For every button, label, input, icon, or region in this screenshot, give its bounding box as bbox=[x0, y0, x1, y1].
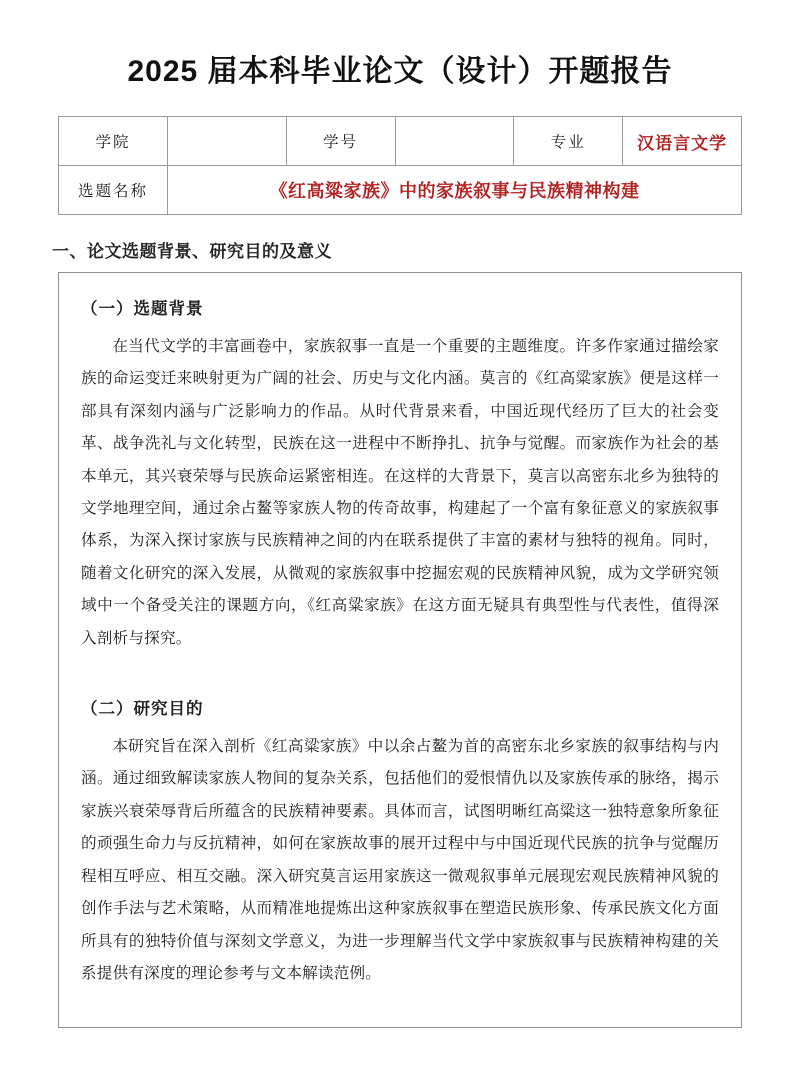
student-id-value[interactable] bbox=[395, 117, 514, 166]
subsection-text-purpose: 本研究旨在深入剖析《红高粱家族》中以余占鳌为首的高密东北乡家族的叙事结构与内涵。通过细致解读家族人物间的复杂关系，包括他们的爱恨情仇以及家族传承的脉络，揭示家族兴衰荣辱背后所蕴含的民族精神要素。具体而言，试图明晰红高粱这一独特意象所象征的顽强生命力与反抗精神，如何在家族故事的展开过程中与中国近现代民族的抗争与觉醒历程相互呼应、相互交融。深入研究莫言运用家族这一微观叙事单元展现宏观民族精神风貌的创作手法与艺术策略，从而精准地提炼出这种家族叙事在塑造民族形象、传承民族文化方面所具有的独特价值与深刻文学意义，为进一步理解当代文学中家族叙事与民族精神构建的关系提供有深度的理论参考与文本解读范例。 bbox=[81, 738, 719, 982]
section-content-box bbox=[58, 272, 742, 1028]
major-value-text: 汉语言文学 bbox=[637, 133, 728, 153]
college-label: 学院 bbox=[59, 117, 168, 166]
topic-value[interactable] bbox=[168, 166, 742, 215]
college-value[interactable] bbox=[168, 117, 287, 166]
table-row bbox=[59, 166, 742, 215]
section-heading-1: 一、论文选题背景、研究目的及意义 bbox=[52, 242, 332, 261]
major-label: 专业 bbox=[514, 117, 623, 166]
topic-value-text: 《红高粱家族》中的家族叙事与民族精神构建 bbox=[269, 181, 640, 201]
major-value[interactable] bbox=[623, 117, 742, 166]
student-info-table bbox=[58, 116, 742, 215]
subsection-text-background: 在当代文学的丰富画卷中，家族叙事一直是一个重要的主题维度。许多作家通过描绘家族的命运变迁来映射更为广阔的社会、历史与文化内涵。莫言的《红高粱家族》便是这样一部具有深刻内涵与广泛影响力的作品。从时代背景来看，中国近现代经历了巨大的社会变革、战争洗礼与文化转型，民族在这一进程中不断挣扎、抗争与觉醒。而家族作为社会的基本单元，其兴衰荣辱与民族命运紧密相连。在这样的大背景下，莫言以高密东北乡为独特的文学地理空间，通过余占鳌等家族人物的传奇故事，构建起了一个富有象征意义的家族叙事体系，为深入探讨家族与民族精神之间的内在联系提供了丰富的素材与独特的视角。同时，随着文化研究的深入发展，从微观的家族叙事中挖掘宏观的民族精神风貌，成为文学研究领域中一个备受关注的课题方向，《红高粱家族》在这方面无疑具有典型性与代表性，值得深入剖析与探究。 bbox=[81, 338, 719, 647]
topic-label: 选题名称 bbox=[59, 166, 168, 215]
student-id-label: 学号 bbox=[286, 117, 395, 166]
subsection-heading-purpose: （二）研究目的 bbox=[81, 700, 204, 719]
subsection-heading-background: （一）选题背景 bbox=[81, 300, 204, 318]
table-row bbox=[59, 117, 742, 166]
page-title: 2025 届本科毕业论文（设计）开题报告 bbox=[127, 55, 673, 88]
